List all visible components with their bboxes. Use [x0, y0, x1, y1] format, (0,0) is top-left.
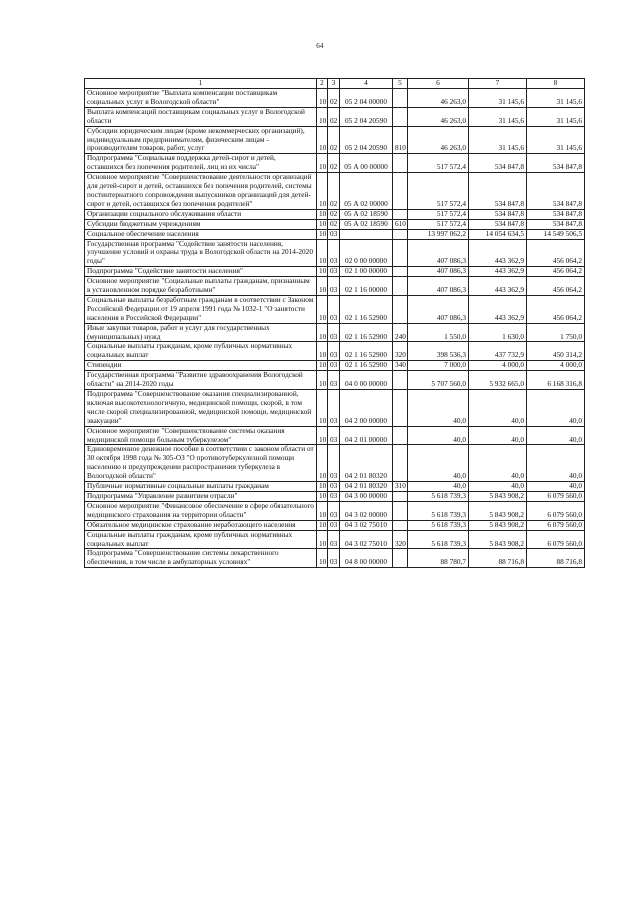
row-section-cell: 10 — [317, 491, 328, 501]
row-amount-1-cell: 40,0 — [408, 390, 469, 427]
row-expense-type-cell: 340 — [393, 361, 408, 371]
row-amount-3-cell: 40,0 — [527, 426, 585, 445]
row-section-cell: 10 — [317, 482, 328, 492]
row-name-cell: Государственная программа "Развитие здравоохранения Вологодской области" на 2014-2020 годы — [85, 371, 317, 390]
row-name-cell: Подпрограмма "Совершенствование оказания специализированной, включая высокотехнологичную, медицинской помощи, скорой, в том числе скорой специализированной, медицинской помощи, медицинской эвакуации" — [85, 390, 317, 427]
row-amount-3-cell: 1 750,0 — [527, 323, 585, 342]
row-section-cell: 10 — [317, 520, 328, 530]
row-amount-1-cell: 517 572,4 — [408, 173, 469, 210]
row-section-cell: 10 — [317, 89, 328, 108]
row-amount-2-cell: 5 843 908,2 — [469, 530, 527, 549]
row-name-cell: Социальные выплаты безработным гражданам в соответствии с Законом Российской Федерации от 19 апреля 1991 года № 1032-1 "О занятости населения в Российской Федерации" — [85, 295, 317, 323]
row-target-article-cell: 04 3 02 75010 — [340, 520, 393, 530]
row-name-cell: Подпрограмма "Управление развитием отрасли" — [85, 491, 317, 501]
table-row — [85, 445, 585, 482]
row-expense-type-cell: 310 — [393, 482, 408, 492]
table-row — [85, 209, 585, 219]
page-number: 64 — [316, 42, 324, 50]
table-row — [85, 107, 585, 126]
row-section-cell: 10 — [317, 323, 328, 342]
row-amount-2-cell: 40,0 — [469, 426, 527, 445]
row-subsection-cell: 03 — [328, 491, 340, 501]
row-subsection-cell: 03 — [328, 229, 340, 239]
row-name-cell: Подпрограмма "Совершенствование системы лекарственного обеспечения, в том числе в амбулаторных условиях" — [85, 549, 317, 568]
row-name-cell: Социальные выплаты гражданам, кроме публичных нормативных социальных выплат — [85, 530, 317, 549]
row-amount-2-cell: 5 932 665,0 — [469, 371, 527, 390]
row-name-cell: Основное мероприятие "Финансовое обеспечение в сфере обязательного медицинского страхования на территории области" — [85, 501, 317, 520]
row-expense-type-cell — [393, 154, 408, 173]
row-expense-type-cell: 240 — [393, 323, 408, 342]
row-amount-2-cell: 443 362,9 — [469, 295, 527, 323]
row-amount-1-cell: 5 618 739,3 — [408, 501, 469, 520]
row-amount-3-cell: 40,0 — [527, 445, 585, 482]
col-header-target-article: 4 — [340, 79, 393, 89]
row-target-article-cell: 02 1 16 52900 — [340, 361, 393, 371]
row-amount-3-cell: 88 716,8 — [527, 549, 585, 568]
row-amount-2-cell: 88 716,8 — [469, 549, 527, 568]
row-section-cell: 10 — [317, 549, 328, 568]
col-header-amount-3: 8 — [527, 79, 585, 89]
row-section-cell: 10 — [317, 426, 328, 445]
row-amount-3-cell: 534 847,8 — [527, 219, 585, 229]
table-row — [85, 482, 585, 492]
table-row — [85, 520, 585, 530]
row-name-cell: Организации социального обслуживания области — [85, 209, 317, 219]
row-amount-3-cell: 31 145,6 — [527, 107, 585, 126]
row-target-article-cell: 02 0 00 00000 — [340, 239, 393, 267]
row-name-cell: Основное мероприятие "Выплата компенсации поставщикам социальных услуг в Вологодской области" — [85, 89, 317, 108]
row-amount-1-cell: 407 086,3 — [408, 239, 469, 267]
row-subsection-cell: 03 — [328, 426, 340, 445]
row-target-article-cell — [340, 229, 393, 239]
row-amount-1-cell: 407 086,3 — [408, 295, 469, 323]
col-header-section: 2 — [317, 79, 328, 89]
row-target-article-cell: 04 3 02 00000 — [340, 501, 393, 520]
row-section-cell: 10 — [317, 342, 328, 361]
row-amount-2-cell: 1 630,0 — [469, 323, 527, 342]
row-amount-3-cell: 4 000,0 — [527, 361, 585, 371]
table-row — [85, 126, 585, 154]
row-target-article-cell: 05 А 00 00000 — [340, 154, 393, 173]
row-amount-3-cell: 456 064,2 — [527, 277, 585, 296]
row-amount-2-cell: 534 847,8 — [469, 154, 527, 173]
row-amount-2-cell: 534 847,8 — [469, 209, 527, 219]
row-amount-2-cell: 5 843 908,2 — [469, 520, 527, 530]
row-amount-1-cell: 517 572,4 — [408, 209, 469, 219]
row-subsection-cell: 03 — [328, 361, 340, 371]
budget-table — [84, 78, 585, 568]
row-amount-2-cell: 443 362,9 — [469, 267, 527, 277]
row-expense-type-cell — [393, 173, 408, 210]
table-row — [85, 361, 585, 371]
table-row — [85, 239, 585, 267]
col-header-expense-type: 5 — [393, 79, 408, 89]
row-amount-1-cell: 88 780,7 — [408, 549, 469, 568]
row-amount-1-cell: 46 263,0 — [408, 107, 469, 126]
row-name-cell: Государственная программа "Содействие занятости населения, улучшение условий и охраны труда в Вологодской области на 2014-2020 годы" — [85, 239, 317, 267]
row-amount-2-cell: 31 145,6 — [469, 126, 527, 154]
row-name-cell: Основное мероприятие "Совершенствование деятельности организаций для детей-сирот и детей, оставшихся без попечения родителей, системы постинтернатного сопровождения выпускников организаций для детей-сирот и детей, оставшихся без попечения родителей" — [85, 173, 317, 210]
row-section-cell: 10 — [317, 229, 328, 239]
table-row — [85, 371, 585, 390]
row-expense-type-cell — [393, 501, 408, 520]
row-subsection-cell: 03 — [328, 342, 340, 361]
row-section-cell: 10 — [317, 295, 328, 323]
row-amount-1-cell: 517 572,4 — [408, 154, 469, 173]
row-name-cell: Подпрограмма "Социальная поддержка детей-сирот и детей, оставшихся без попечения родителей, лиц из их числа" — [85, 154, 317, 173]
col-header-subsection: 3 — [328, 79, 340, 89]
col-header-name: 1 — [85, 79, 317, 89]
row-subsection-cell: 03 — [328, 390, 340, 427]
table-row — [85, 267, 585, 277]
row-target-article-cell: 02 1 16 00000 — [340, 277, 393, 296]
row-amount-3-cell: 6 168 316,8 — [527, 371, 585, 390]
row-section-cell: 10 — [317, 267, 328, 277]
row-section-cell: 10 — [317, 154, 328, 173]
row-amount-3-cell: 31 145,6 — [527, 126, 585, 154]
row-target-article-cell: 02 1 16 52900 — [340, 323, 393, 342]
table-row — [85, 342, 585, 361]
row-name-cell: Единовременное денежное пособие в соответствии с законом области от 30 октября 1998 года № 305-ОЗ "О противотуберкулезной помощи населению и предупреждении распространения туберкулеза в Вологодской области" — [85, 445, 317, 482]
row-expense-type-cell — [393, 371, 408, 390]
row-amount-2-cell: 14 054 634,5 — [469, 229, 527, 239]
row-section-cell: 10 — [317, 390, 328, 427]
table-row — [85, 501, 585, 520]
table-row — [85, 219, 585, 229]
row-amount-3-cell: 456 064,2 — [527, 295, 585, 323]
row-amount-1-cell: 1 550,0 — [408, 323, 469, 342]
row-target-article-cell: 05 2 04 00000 — [340, 89, 393, 108]
row-target-article-cell: 04 2 01 80320 — [340, 482, 393, 492]
row-target-article-cell: 05 2 04 20590 — [340, 107, 393, 126]
row-subsection-cell: 03 — [328, 323, 340, 342]
row-name-cell: Стипендии — [85, 361, 317, 371]
row-amount-2-cell: 40,0 — [469, 482, 527, 492]
row-subsection-cell: 03 — [328, 445, 340, 482]
row-amount-3-cell: 6 079 560,0 — [527, 530, 585, 549]
row-amount-1-cell: 46 263,0 — [408, 126, 469, 154]
row-section-cell: 10 — [317, 445, 328, 482]
row-subsection-cell: 02 — [328, 219, 340, 229]
row-expense-type-cell — [393, 549, 408, 568]
row-expense-type-cell: 320 — [393, 530, 408, 549]
row-name-cell: Социальное обеспечение населения — [85, 229, 317, 239]
row-amount-1-cell: 398 536,3 — [408, 342, 469, 361]
row-amount-1-cell: 46 263,0 — [408, 89, 469, 108]
row-amount-3-cell: 14 549 506,5 — [527, 229, 585, 239]
row-amount-2-cell: 5 843 908,2 — [469, 501, 527, 520]
row-name-cell: Субсидии юридическим лицам (кроме некоммерческих организаций), индивидуальным предпринимателям, физическим лицам - производителям товаров, работ, услуг — [85, 126, 317, 154]
row-name-cell: Публичные нормативные социальные выплаты гражданам — [85, 482, 317, 492]
col-header-amount-2: 7 — [469, 79, 527, 89]
row-name-cell: Иные закупки товаров, работ и услуг для государственных (муниципальных) нужд — [85, 323, 317, 342]
row-subsection-cell: 03 — [328, 530, 340, 549]
row-target-article-cell: 04 2 01 00000 — [340, 426, 393, 445]
row-section-cell: 10 — [317, 219, 328, 229]
table-row — [85, 295, 585, 323]
table-row — [85, 426, 585, 445]
row-expense-type-cell — [393, 295, 408, 323]
row-section-cell: 10 — [317, 361, 328, 371]
row-name-cell: Выплата компенсаций поставщикам социальных услуг в Вологодской области — [85, 107, 317, 126]
row-expense-type-cell — [393, 209, 408, 219]
row-target-article-cell: 05 2 04 20590 — [340, 126, 393, 154]
row-section-cell: 10 — [317, 126, 328, 154]
row-amount-1-cell: 407 086,3 — [408, 267, 469, 277]
table-row — [85, 154, 585, 173]
row-amount-3-cell: 534 847,8 — [527, 209, 585, 219]
row-name-cell: Субсидии бюджетным учреждениям — [85, 219, 317, 229]
row-subsection-cell: 03 — [328, 277, 340, 296]
row-expense-type-cell — [393, 445, 408, 482]
row-target-article-cell: 02 1 16 52900 — [340, 295, 393, 323]
row-target-article-cell: 04 3 00 00000 — [340, 491, 393, 501]
row-section-cell: 10 — [317, 371, 328, 390]
row-expense-type-cell — [393, 239, 408, 267]
row-amount-2-cell: 5 843 908,2 — [469, 491, 527, 501]
row-expense-type-cell — [393, 89, 408, 108]
row-name-cell: Обязательное медицинское страхование неработающего населения — [85, 520, 317, 530]
row-amount-2-cell: 31 145,6 — [469, 107, 527, 126]
row-amount-2-cell: 534 847,8 — [469, 219, 527, 229]
row-amount-1-cell: 40,0 — [408, 482, 469, 492]
row-subsection-cell: 02 — [328, 154, 340, 173]
row-name-cell: Основное мероприятие "Социальные выплаты гражданам, признанным в установленном порядке безработными" — [85, 277, 317, 296]
row-expense-type-cell — [393, 426, 408, 445]
row-expense-type-cell: 320 — [393, 342, 408, 361]
table-row — [85, 491, 585, 501]
row-amount-2-cell: 443 362,9 — [469, 277, 527, 296]
row-target-article-cell: 04 2 00 00000 — [340, 390, 393, 427]
row-section-cell: 10 — [317, 277, 328, 296]
row-section-cell: 10 — [317, 107, 328, 126]
row-expense-type-cell — [393, 277, 408, 296]
row-amount-1-cell: 5 618 739,3 — [408, 520, 469, 530]
row-subsection-cell: 02 — [328, 209, 340, 219]
row-target-article-cell: 04 8 00 00000 — [340, 549, 393, 568]
row-section-cell: 10 — [317, 173, 328, 210]
row-amount-1-cell: 5 618 739,3 — [408, 530, 469, 549]
row-amount-1-cell: 5 707 560,0 — [408, 371, 469, 390]
row-amount-2-cell: 437 732,9 — [469, 342, 527, 361]
table-row — [85, 89, 585, 108]
table-body — [85, 89, 585, 568]
row-expense-type-cell — [393, 229, 408, 239]
row-amount-2-cell: 4 000,0 — [469, 361, 527, 371]
row-amount-2-cell: 443 362,9 — [469, 239, 527, 267]
table-row — [85, 277, 585, 296]
row-amount-2-cell: 40,0 — [469, 390, 527, 427]
row-expense-type-cell: 610 — [393, 219, 408, 229]
row-name-cell: Основное мероприятие "Совершенствование системы оказания медицинской помощи больным туберкулезом" — [85, 426, 317, 445]
row-amount-1-cell: 517 572,4 — [408, 219, 469, 229]
row-amount-3-cell: 450 314,2 — [527, 342, 585, 361]
row-amount-3-cell: 40,0 — [527, 390, 585, 427]
row-name-cell: Подпрограмма "Содействие занятости населения" — [85, 267, 317, 277]
row-amount-3-cell: 534 847,8 — [527, 154, 585, 173]
row-expense-type-cell: 810 — [393, 126, 408, 154]
row-amount-1-cell: 7 000,0 — [408, 361, 469, 371]
row-subsection-cell: 03 — [328, 549, 340, 568]
row-target-article-cell: 04 2 01 80320 — [340, 445, 393, 482]
row-amount-1-cell: 40,0 — [408, 445, 469, 482]
table-row — [85, 323, 585, 342]
row-amount-3-cell: 6 079 560,0 — [527, 491, 585, 501]
table-row — [85, 229, 585, 239]
row-amount-3-cell: 6 079 560,0 — [527, 520, 585, 530]
row-expense-type-cell — [393, 107, 408, 126]
row-target-article-cell: 02 1 00 00000 — [340, 267, 393, 277]
table-row — [85, 173, 585, 210]
table-row — [85, 530, 585, 549]
row-section-cell: 10 — [317, 209, 328, 219]
row-subsection-cell: 03 — [328, 267, 340, 277]
row-amount-3-cell: 534 847,8 — [527, 173, 585, 210]
row-expense-type-cell — [393, 520, 408, 530]
row-amount-2-cell: 31 145,6 — [469, 89, 527, 108]
row-section-cell: 10 — [317, 530, 328, 549]
row-expense-type-cell — [393, 491, 408, 501]
row-expense-type-cell — [393, 267, 408, 277]
row-subsection-cell: 02 — [328, 107, 340, 126]
row-target-article-cell: 04 0 00 00000 — [340, 371, 393, 390]
row-subsection-cell: 03 — [328, 239, 340, 267]
row-amount-1-cell: 5 618 739,3 — [408, 491, 469, 501]
row-target-article-cell: 05 А 02 18590 — [340, 219, 393, 229]
row-target-article-cell: 02 1 16 52900 — [340, 342, 393, 361]
table-row — [85, 390, 585, 427]
row-amount-3-cell: 31 145,6 — [527, 89, 585, 108]
row-target-article-cell: 05 А 02 18590 — [340, 209, 393, 219]
row-amount-2-cell: 40,0 — [469, 445, 527, 482]
header-row — [85, 79, 585, 89]
row-amount-1-cell: 407 086,3 — [408, 277, 469, 296]
row-amount-3-cell: 456 064,2 — [527, 267, 585, 277]
row-expense-type-cell — [393, 390, 408, 427]
row-section-cell: 10 — [317, 501, 328, 520]
row-subsection-cell: 03 — [328, 501, 340, 520]
row-amount-3-cell: 456 064,2 — [527, 239, 585, 267]
row-amount-3-cell: 40,0 — [527, 482, 585, 492]
row-subsection-cell: 02 — [328, 89, 340, 108]
row-amount-2-cell: 534 847,8 — [469, 173, 527, 210]
row-subsection-cell: 02 — [328, 126, 340, 154]
row-subsection-cell: 02 — [328, 173, 340, 210]
col-header-amount-1: 6 — [408, 79, 469, 89]
row-amount-3-cell: 6 079 560,0 — [527, 501, 585, 520]
row-amount-1-cell: 40,0 — [408, 426, 469, 445]
row-amount-1-cell: 13 997 062,2 — [408, 229, 469, 239]
row-name-cell: Социальные выплаты гражданам, кроме публичных нормативных социальных выплат — [85, 342, 317, 361]
row-subsection-cell: 03 — [328, 520, 340, 530]
row-target-article-cell: 04 3 02 75010 — [340, 530, 393, 549]
row-subsection-cell: 03 — [328, 482, 340, 492]
row-target-article-cell: 05 А 02 00000 — [340, 173, 393, 210]
table-row — [85, 549, 585, 568]
row-subsection-cell: 03 — [328, 371, 340, 390]
row-section-cell: 10 — [317, 239, 328, 267]
row-subsection-cell: 03 — [328, 295, 340, 323]
